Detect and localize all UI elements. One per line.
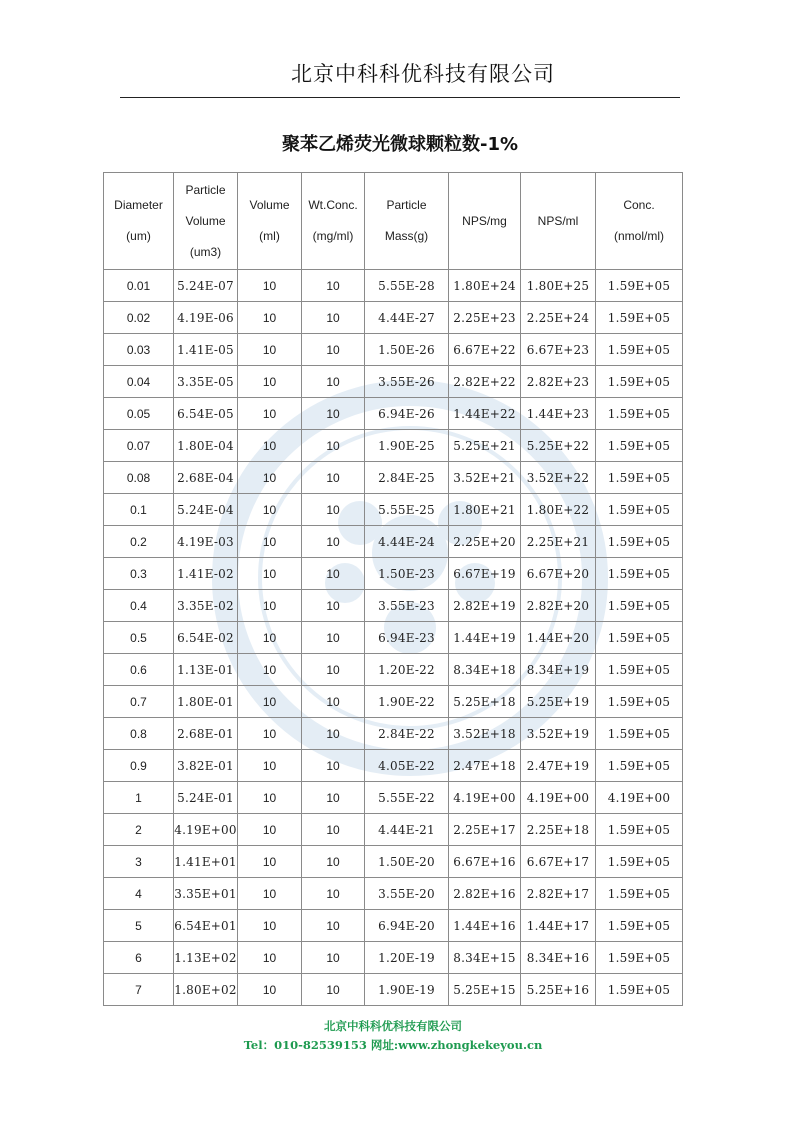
cell-particle-mass: 1.50E-20 — [365, 846, 449, 878]
cell-conc: 1.59E+05 — [596, 302, 683, 334]
cell-volume: 10 — [238, 750, 302, 782]
cell-diameter: 0.8 — [104, 718, 174, 750]
cell-diameter: 0.07 — [104, 430, 174, 462]
table-row — [104, 910, 683, 942]
cell-particle-mass: 1.90E-25 — [365, 430, 449, 462]
cell-volume: 10 — [238, 494, 302, 526]
table-row — [104, 782, 683, 814]
cell-volume: 10 — [238, 910, 302, 942]
cell-volume: 10 — [238, 590, 302, 622]
cell-wt-conc: 10 — [302, 462, 365, 494]
cell-particle-mass: 3.55E-23 — [365, 590, 449, 622]
header-particle-volume: Particle Volume (um3) — [174, 173, 238, 270]
cell-nps-ml: 2.82E+23 — [521, 366, 596, 398]
cell-conc: 1.59E+05 — [596, 750, 683, 782]
cell-volume: 10 — [238, 814, 302, 846]
cell-nps-mg: 1.80E+21 — [449, 494, 521, 526]
cell-nps-ml: 6.67E+20 — [521, 558, 596, 590]
cell-nps-mg: 5.25E+15 — [449, 974, 521, 1006]
cell-wt-conc: 10 — [302, 782, 365, 814]
cell-diameter: 0.9 — [104, 750, 174, 782]
cell-nps-mg: 1.44E+22 — [449, 398, 521, 430]
cell-wt-conc: 10 — [302, 558, 365, 590]
cell-volume: 10 — [238, 718, 302, 750]
cell-wt-conc: 10 — [302, 814, 365, 846]
cell-particle-volume: 3.35E+01 — [174, 878, 238, 910]
cell-conc: 1.59E+05 — [596, 270, 683, 302]
cell-conc: 1.59E+05 — [596, 398, 683, 430]
cell-volume: 10 — [238, 462, 302, 494]
cell-particle-mass: 4.44E-21 — [365, 814, 449, 846]
cell-diameter: 0.1 — [104, 494, 174, 526]
cell-diameter: 0.08 — [104, 462, 174, 494]
cell-wt-conc: 10 — [302, 270, 365, 302]
cell-conc: 1.59E+05 — [596, 494, 683, 526]
cell-conc: 1.59E+05 — [596, 430, 683, 462]
cell-diameter: 0.7 — [104, 686, 174, 718]
table-row — [104, 718, 683, 750]
cell-nps-ml: 3.52E+22 — [521, 462, 596, 494]
cell-particle-volume: 1.80E-01 — [174, 686, 238, 718]
cell-nps-mg: 2.25E+23 — [449, 302, 521, 334]
cell-conc: 1.59E+05 — [596, 462, 683, 494]
cell-nps-mg: 2.82E+22 — [449, 366, 521, 398]
cell-conc: 1.59E+05 — [596, 686, 683, 718]
cell-particle-volume: 1.80E+02 — [174, 974, 238, 1006]
cell-particle-mass: 2.84E-25 — [365, 462, 449, 494]
cell-nps-mg: 1.44E+16 — [449, 910, 521, 942]
cell-nps-mg: 4.19E+00 — [449, 782, 521, 814]
cell-wt-conc: 10 — [302, 622, 365, 654]
table-header-row — [104, 173, 683, 270]
cell-conc: 1.59E+05 — [596, 590, 683, 622]
cell-nps-mg: 5.25E+21 — [449, 430, 521, 462]
cell-nps-ml: 5.25E+16 — [521, 974, 596, 1006]
cell-conc: 4.19E+00 — [596, 782, 683, 814]
cell-nps-mg: 6.67E+16 — [449, 846, 521, 878]
cell-volume: 10 — [238, 942, 302, 974]
cell-particle-mass: 2.84E-22 — [365, 718, 449, 750]
cell-wt-conc: 10 — [302, 302, 365, 334]
header-particle-mass: Particle Mass(g) — [365, 173, 449, 270]
cell-nps-mg: 5.25E+18 — [449, 686, 521, 718]
header-nps-ml: NPS/ml — [521, 173, 596, 270]
cell-diameter: 0.6 — [104, 654, 174, 686]
cell-particle-mass: 3.55E-26 — [365, 366, 449, 398]
footer-contact: Tel：010-82539153 网址:www.zhongkekeyou.cn — [243, 1038, 543, 1052]
cell-diameter: 2 — [104, 814, 174, 846]
cell-nps-mg: 6.67E+19 — [449, 558, 521, 590]
cell-conc: 1.59E+05 — [596, 526, 683, 558]
cell-diameter: 0.2 — [104, 526, 174, 558]
table-row — [104, 814, 683, 846]
cell-particle-volume: 5.24E-01 — [174, 782, 238, 814]
cell-volume: 10 — [238, 526, 302, 558]
cell-nps-ml: 2.82E+17 — [521, 878, 596, 910]
cell-particle-mass: 1.90E-19 — [365, 974, 449, 1006]
cell-nps-ml: 6.67E+23 — [521, 334, 596, 366]
cell-nps-mg: 8.34E+18 — [449, 654, 521, 686]
cell-particle-volume: 4.19E-03 — [174, 526, 238, 558]
cell-wt-conc: 10 — [302, 846, 365, 878]
cell-particle-mass: 6.94E-26 — [365, 398, 449, 430]
cell-diameter: 0.03 — [104, 334, 174, 366]
cell-volume: 10 — [238, 622, 302, 654]
cell-particle-volume: 4.19E-06 — [174, 302, 238, 334]
cell-conc: 1.59E+05 — [596, 334, 683, 366]
table-row — [104, 334, 683, 366]
table-row — [104, 590, 683, 622]
cell-particle-volume: 2.68E-04 — [174, 462, 238, 494]
cell-particle-mass: 4.44E-24 — [365, 526, 449, 558]
cell-conc: 1.59E+05 — [596, 558, 683, 590]
cell-particle-volume: 1.41E-02 — [174, 558, 238, 590]
cell-wt-conc: 10 — [302, 878, 365, 910]
cell-nps-ml: 5.25E+22 — [521, 430, 596, 462]
cell-conc: 1.59E+05 — [596, 878, 683, 910]
cell-particle-mass: 1.50E-26 — [365, 334, 449, 366]
cell-particle-mass: 3.55E-20 — [365, 878, 449, 910]
table-row — [104, 430, 683, 462]
cell-nps-mg: 2.47E+18 — [449, 750, 521, 782]
cell-particle-volume: 6.54E-02 — [174, 622, 238, 654]
cell-volume: 10 — [238, 334, 302, 366]
document-title: 聚苯乙烯荧光微球颗粒数-1% — [281, 134, 519, 155]
company-header: 北京中科科优科技有限公司 — [291, 62, 555, 86]
table-row — [104, 526, 683, 558]
table-row — [104, 494, 683, 526]
cell-nps-ml: 2.82E+20 — [521, 590, 596, 622]
cell-wt-conc: 10 — [302, 718, 365, 750]
cell-particle-volume: 3.35E-05 — [174, 366, 238, 398]
cell-nps-ml: 1.80E+22 — [521, 494, 596, 526]
cell-conc: 1.59E+05 — [596, 846, 683, 878]
cell-diameter: 0.01 — [104, 270, 174, 302]
cell-particle-mass: 6.94E-23 — [365, 622, 449, 654]
cell-volume: 10 — [238, 974, 302, 1006]
cell-nps-ml: 6.67E+17 — [521, 846, 596, 878]
table-row — [104, 942, 683, 974]
cell-nps-ml: 8.34E+16 — [521, 942, 596, 974]
cell-nps-mg: 8.34E+15 — [449, 942, 521, 974]
cell-volume: 10 — [238, 846, 302, 878]
cell-nps-mg: 2.25E+17 — [449, 814, 521, 846]
header-volume: Volume (ml) — [238, 173, 302, 270]
cell-diameter: 6 — [104, 942, 174, 974]
cell-particle-volume: 1.13E-01 — [174, 654, 238, 686]
cell-particle-volume: 3.82E-01 — [174, 750, 238, 782]
header-divider — [120, 97, 680, 98]
cell-wt-conc: 10 — [302, 526, 365, 558]
cell-volume: 10 — [238, 686, 302, 718]
cell-nps-mg: 6.67E+22 — [449, 334, 521, 366]
cell-particle-volume: 6.54E+01 — [174, 910, 238, 942]
cell-particle-volume: 5.24E-07 — [174, 270, 238, 302]
footer-company: 北京中科科优科技有限公司 — [324, 1019, 462, 1033]
cell-diameter: 7 — [104, 974, 174, 1006]
cell-volume: 10 — [238, 398, 302, 430]
table-row — [104, 462, 683, 494]
table-row — [104, 846, 683, 878]
cell-nps-mg: 3.52E+21 — [449, 462, 521, 494]
table-row — [104, 654, 683, 686]
cell-particle-volume: 4.19E+00 — [174, 814, 238, 846]
cell-wt-conc: 10 — [302, 942, 365, 974]
cell-volume: 10 — [238, 430, 302, 462]
cell-nps-mg: 1.80E+24 — [449, 270, 521, 302]
cell-particle-volume: 3.35E-02 — [174, 590, 238, 622]
cell-particle-mass: 1.90E-22 — [365, 686, 449, 718]
cell-nps-mg: 2.82E+16 — [449, 878, 521, 910]
cell-particle-mass: 1.20E-22 — [365, 654, 449, 686]
cell-particle-mass: 1.50E-23 — [365, 558, 449, 590]
cell-particle-mass: 4.05E-22 — [365, 750, 449, 782]
cell-diameter: 5 — [104, 910, 174, 942]
table-row — [104, 974, 683, 1006]
table-row — [104, 270, 683, 302]
cell-particle-mass: 6.94E-20 — [365, 910, 449, 942]
cell-nps-mg: 3.52E+18 — [449, 718, 521, 750]
cell-particle-volume: 1.13E+02 — [174, 942, 238, 974]
cell-volume: 10 — [238, 302, 302, 334]
cell-nps-ml: 2.47E+19 — [521, 750, 596, 782]
table-row — [104, 686, 683, 718]
cell-conc: 1.59E+05 — [596, 718, 683, 750]
header-nps-mg: NPS/mg — [449, 173, 521, 270]
cell-diameter: 4 — [104, 878, 174, 910]
table-row — [104, 622, 683, 654]
cell-particle-mass: 5.55E-22 — [365, 782, 449, 814]
cell-particle-volume: 6.54E-05 — [174, 398, 238, 430]
cell-volume: 10 — [238, 270, 302, 302]
cell-wt-conc: 10 — [302, 910, 365, 942]
cell-diameter: 0.05 — [104, 398, 174, 430]
cell-diameter: 0.3 — [104, 558, 174, 590]
cell-particle-volume: 1.41E+01 — [174, 846, 238, 878]
cell-diameter: 3 — [104, 846, 174, 878]
header-conc: Conc. (nmol/ml) — [596, 173, 683, 270]
particle-data-table — [103, 172, 683, 1006]
cell-conc: 1.59E+05 — [596, 366, 683, 398]
cell-particle-mass: 5.55E-25 — [365, 494, 449, 526]
cell-nps-ml: 8.34E+19 — [521, 654, 596, 686]
cell-diameter: 0.4 — [104, 590, 174, 622]
cell-particle-mass: 1.20E-19 — [365, 942, 449, 974]
cell-volume: 10 — [238, 366, 302, 398]
cell-diameter: 1 — [104, 782, 174, 814]
cell-nps-ml: 1.44E+23 — [521, 398, 596, 430]
cell-nps-ml: 2.25E+24 — [521, 302, 596, 334]
cell-nps-mg: 2.82E+19 — [449, 590, 521, 622]
cell-conc: 1.59E+05 — [596, 654, 683, 686]
cell-nps-ml: 1.44E+17 — [521, 910, 596, 942]
cell-conc: 1.59E+05 — [596, 910, 683, 942]
cell-wt-conc: 10 — [302, 974, 365, 1006]
cell-wt-conc: 10 — [302, 654, 365, 686]
cell-particle-volume: 1.41E-05 — [174, 334, 238, 366]
cell-diameter: 0.02 — [104, 302, 174, 334]
cell-diameter: 0.5 — [104, 622, 174, 654]
cell-nps-ml: 5.25E+19 — [521, 686, 596, 718]
cell-volume: 10 — [238, 782, 302, 814]
cell-particle-mass: 5.55E-28 — [365, 270, 449, 302]
cell-particle-volume: 2.68E-01 — [174, 718, 238, 750]
cell-wt-conc: 10 — [302, 494, 365, 526]
cell-conc: 1.59E+05 — [596, 622, 683, 654]
cell-conc: 1.59E+05 — [596, 942, 683, 974]
cell-wt-conc: 10 — [302, 686, 365, 718]
cell-nps-ml: 2.25E+18 — [521, 814, 596, 846]
table-row — [104, 558, 683, 590]
cell-volume: 10 — [238, 558, 302, 590]
cell-volume: 10 — [238, 878, 302, 910]
cell-nps-ml: 4.19E+00 — [521, 782, 596, 814]
cell-nps-mg: 2.25E+20 — [449, 526, 521, 558]
cell-nps-ml: 1.44E+20 — [521, 622, 596, 654]
cell-diameter: 0.04 — [104, 366, 174, 398]
cell-nps-ml: 2.25E+21 — [521, 526, 596, 558]
table-row — [104, 878, 683, 910]
cell-conc: 1.59E+05 — [596, 814, 683, 846]
cell-nps-ml: 1.80E+25 — [521, 270, 596, 302]
cell-particle-volume: 1.80E-04 — [174, 430, 238, 462]
cell-volume: 10 — [238, 654, 302, 686]
cell-conc: 1.59E+05 — [596, 974, 683, 1006]
cell-nps-ml: 3.52E+19 — [521, 718, 596, 750]
table-row — [104, 366, 683, 398]
table-row — [104, 750, 683, 782]
table-row — [104, 302, 683, 334]
header-diameter: Diameter (um) — [104, 173, 174, 270]
cell-nps-mg: 1.44E+19 — [449, 622, 521, 654]
cell-wt-conc: 10 — [302, 590, 365, 622]
cell-wt-conc: 10 — [302, 366, 365, 398]
header-wt-conc: Wt.Conc. (mg/ml) — [302, 173, 365, 270]
cell-wt-conc: 10 — [302, 430, 365, 462]
cell-wt-conc: 10 — [302, 398, 365, 430]
cell-wt-conc: 10 — [302, 750, 365, 782]
cell-particle-volume: 5.24E-04 — [174, 494, 238, 526]
cell-particle-mass: 4.44E-27 — [365, 302, 449, 334]
table-row — [104, 398, 683, 430]
cell-wt-conc: 10 — [302, 334, 365, 366]
